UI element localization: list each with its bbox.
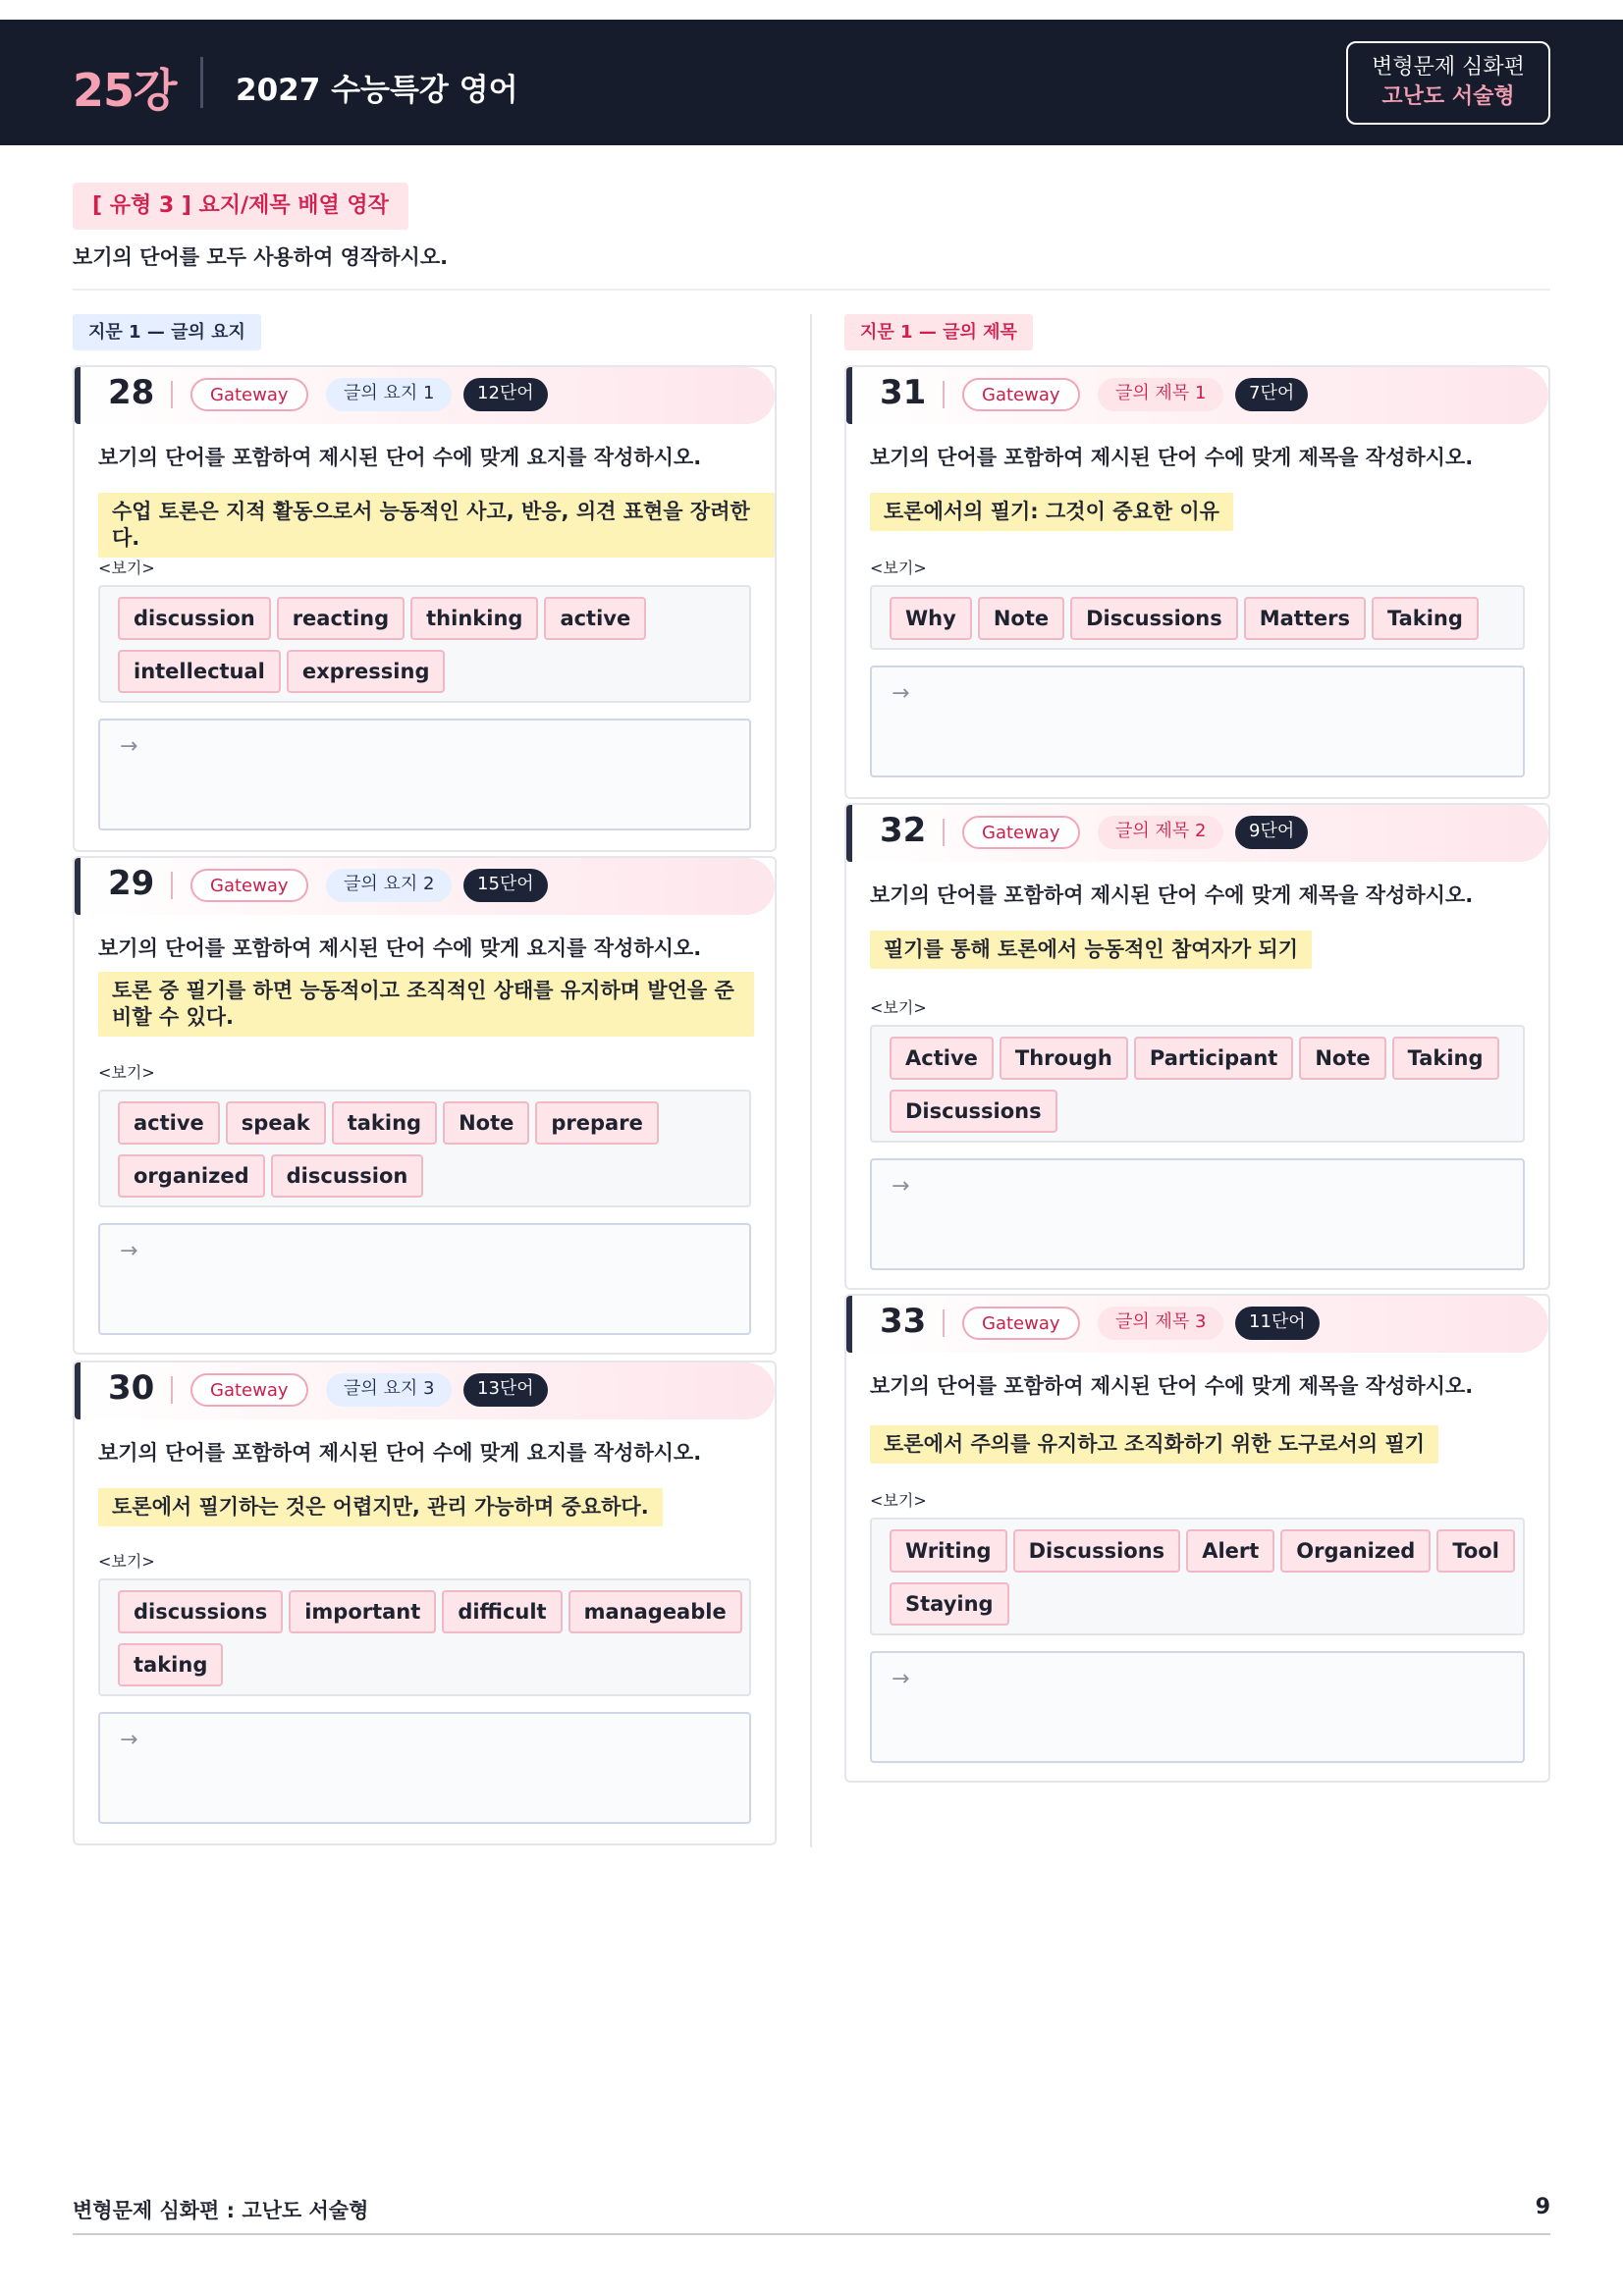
question-label-badge: 글의 요지 2 — [326, 869, 452, 902]
word-chip: Active — [890, 1037, 994, 1080]
question-number-separator — [943, 819, 945, 846]
word-chip: Through — [1000, 1037, 1128, 1080]
header-divider — [200, 57, 203, 108]
answer-box[interactable] — [98, 1712, 751, 1824]
bogi-label: <보기> — [870, 559, 927, 577]
left-column-tag: 지문 1 — 글의 요지 — [73, 314, 261, 350]
question-card-31 — [844, 365, 1550, 799]
question-card-29 — [73, 856, 777, 1355]
word-chip: Discussions — [1070, 597, 1238, 640]
question-number: 29 — [108, 864, 155, 903]
answer-box[interactable] — [870, 666, 1525, 777]
word-chip: discussion — [271, 1154, 424, 1198]
word-chip: intellectual — [118, 650, 281, 693]
question-number: 28 — [108, 373, 155, 412]
word-chip: Writing — [890, 1529, 1007, 1573]
korean-gist-highlight: 토론에서 주의를 유지하고 조직화하기 위한 도구로서의 필기 — [870, 1425, 1438, 1464]
right-column-tag: 지문 1 — 글의 제목 — [844, 314, 1033, 350]
word-chip: difficult — [442, 1590, 562, 1633]
question-number-separator — [171, 872, 173, 899]
korean-gist-highlight: 수업 토론은 지적 활동으로서 능동적인 사고, 반응, 의견 표현을 장려한다. — [98, 493, 775, 558]
word-bank — [870, 585, 1525, 650]
bogi-label: <보기> — [98, 559, 155, 577]
source-badge: Gateway — [190, 1373, 308, 1407]
question-number-separator — [171, 1376, 173, 1404]
question-prompt: 보기의 단어를 포함하여 제시된 단어 수에 맞게 요지를 작성하시오. — [98, 446, 702, 469]
question-number-separator — [943, 1309, 945, 1337]
question-number-separator — [171, 381, 173, 408]
word-chip: taking — [118, 1643, 223, 1686]
word-chip: discussions — [118, 1590, 283, 1633]
word-chip: active — [118, 1101, 220, 1145]
lesson-number: 25강 — [73, 64, 177, 117]
question-label-badge: 글의 제목 1 — [1098, 378, 1223, 411]
question-prompt: 보기의 단어를 포함하여 제시된 단어 수에 맞게 요지를 작성하시오. — [98, 936, 702, 960]
page-number: 9 — [1535, 2195, 1550, 2219]
footer-divider — [73, 2233, 1550, 2235]
word-chip: thinking — [410, 597, 538, 640]
word-chip: manageable — [568, 1590, 742, 1633]
word-chip: Note — [978, 597, 1064, 640]
source-badge: Gateway — [962, 816, 1080, 849]
word-chip: Note — [1299, 1037, 1385, 1080]
book-title: 2027 수능특강 영어 — [236, 73, 518, 108]
question-prompt: 보기의 단어를 포함하여 제시된 단어 수에 맞게 제목을 작성하시오. — [870, 1374, 1474, 1398]
question-number: 30 — [108, 1368, 155, 1408]
source-badge: Gateway — [962, 1307, 1080, 1340]
question-card-33 — [844, 1294, 1550, 1783]
question-number: 31 — [880, 373, 927, 412]
question-label-badge: 글의 요지 3 — [326, 1373, 452, 1407]
word-chip: taking — [332, 1101, 437, 1145]
word-chip: speak — [226, 1101, 326, 1145]
edition-line1: 변형문제 심화편 — [1372, 55, 1525, 80]
edition-line2: 고난도 서술형 — [1381, 84, 1515, 109]
column-divider — [810, 314, 812, 1847]
word-chip: Discussions — [890, 1090, 1057, 1133]
question-header — [75, 858, 775, 915]
source-badge: Gateway — [190, 869, 308, 902]
word-chip: active — [544, 597, 646, 640]
question-card-30 — [73, 1361, 777, 1845]
word-bank — [870, 1518, 1525, 1635]
word-bank — [870, 1025, 1525, 1143]
answer-arrow-icon: → — [892, 681, 910, 706]
word-chip: important — [289, 1590, 436, 1633]
question-label-badge: 글의 제목 3 — [1098, 1307, 1223, 1340]
word-bank — [98, 585, 751, 703]
korean-gist-highlight: 토론에서의 필기: 그것이 중요한 이유 — [870, 493, 1233, 531]
word-count-badge: 7단어 — [1235, 378, 1308, 411]
word-chip: Matters — [1244, 597, 1366, 640]
intro-divider — [73, 289, 1550, 291]
bogi-label: <보기> — [870, 998, 927, 1017]
word-chip: Alert — [1186, 1529, 1274, 1573]
footer-title: 변형문제 심화편 : 고난도 서술형 — [73, 2199, 369, 2222]
answer-arrow-icon: → — [892, 1174, 910, 1199]
word-chip: expressing — [287, 650, 446, 693]
korean-gist-highlight: 토론에서 필기하는 것은 어렵지만, 관리 가능하며 중요하다. — [98, 1488, 663, 1526]
question-header — [846, 367, 1548, 424]
question-label-badge: 글의 제목 2 — [1098, 816, 1223, 849]
answer-arrow-icon: → — [120, 1728, 138, 1752]
word-chip: organized — [118, 1154, 265, 1198]
bogi-label: <보기> — [870, 1491, 927, 1510]
word-count-badge: 13단어 — [463, 1373, 548, 1407]
section-instruction: 보기의 단어를 모두 사용하여 영작하시오. — [73, 245, 449, 269]
word-chip: reacting — [277, 597, 405, 640]
word-count-badge: 11단어 — [1235, 1307, 1320, 1340]
korean-gist-highlight: 토론 중 필기를 하면 능동적이고 조직적인 상태를 유지하며 발언을 준비할 수 있다. — [98, 972, 754, 1037]
question-header — [846, 805, 1548, 862]
question-card-32 — [844, 803, 1550, 1290]
question-card-28 — [73, 365, 777, 852]
word-chip: prepare — [535, 1101, 658, 1145]
question-number-separator — [943, 381, 945, 408]
question-prompt: 보기의 단어를 포함하여 제시된 단어 수에 맞게 제목을 작성하시오. — [870, 446, 1474, 469]
word-chip: Note — [443, 1101, 529, 1145]
question-prompt: 보기의 단어를 포함하여 제시된 단어 수에 맞게 제목을 작성하시오. — [870, 883, 1474, 907]
source-badge: Gateway — [190, 378, 308, 411]
word-chip: discussion — [118, 597, 271, 640]
question-header — [846, 1296, 1548, 1353]
word-count-badge: 9단어 — [1235, 816, 1308, 849]
word-chip: Why — [890, 597, 972, 640]
word-chip: Organized — [1280, 1529, 1431, 1573]
word-chip: Discussions — [1013, 1529, 1181, 1573]
word-chip: Staying — [890, 1582, 1009, 1626]
question-label-badge: 글의 요지 1 — [326, 378, 452, 411]
word-count-badge: 15단어 — [463, 869, 548, 902]
korean-gist-highlight: 필기를 통해 토론에서 능동적인 참여자가 되기 — [870, 931, 1312, 969]
answer-box[interactable] — [870, 1158, 1525, 1270]
question-number: 32 — [880, 811, 927, 850]
word-chip: Taking — [1392, 1037, 1499, 1080]
answer-box[interactable] — [98, 719, 751, 830]
word-bank — [98, 1090, 751, 1207]
answer-arrow-icon: → — [120, 734, 138, 759]
question-prompt: 보기의 단어를 포함하여 제시된 단어 수에 맞게 요지를 작성하시오. — [98, 1441, 702, 1465]
bogi-label: <보기> — [98, 1552, 155, 1571]
bogi-label: <보기> — [98, 1063, 155, 1082]
question-header — [75, 367, 775, 424]
word-count-badge: 12단어 — [463, 378, 548, 411]
word-bank — [98, 1578, 751, 1696]
question-type-tag: [ 유형 3 ] 요지/제목 배열 영작 — [73, 183, 408, 230]
source-badge: Gateway — [962, 378, 1080, 411]
edition-badge — [1346, 41, 1550, 125]
answer-arrow-icon: → — [120, 1239, 138, 1263]
question-number: 33 — [880, 1302, 927, 1341]
question-header — [75, 1362, 775, 1419]
answer-box[interactable] — [98, 1223, 751, 1335]
answer-arrow-icon: → — [892, 1667, 910, 1691]
answer-box[interactable] — [870, 1651, 1525, 1763]
word-chip: Taking — [1372, 597, 1479, 640]
word-chip: Participant — [1134, 1037, 1293, 1080]
word-chip: Tool — [1436, 1529, 1515, 1573]
page-header — [0, 20, 1623, 145]
